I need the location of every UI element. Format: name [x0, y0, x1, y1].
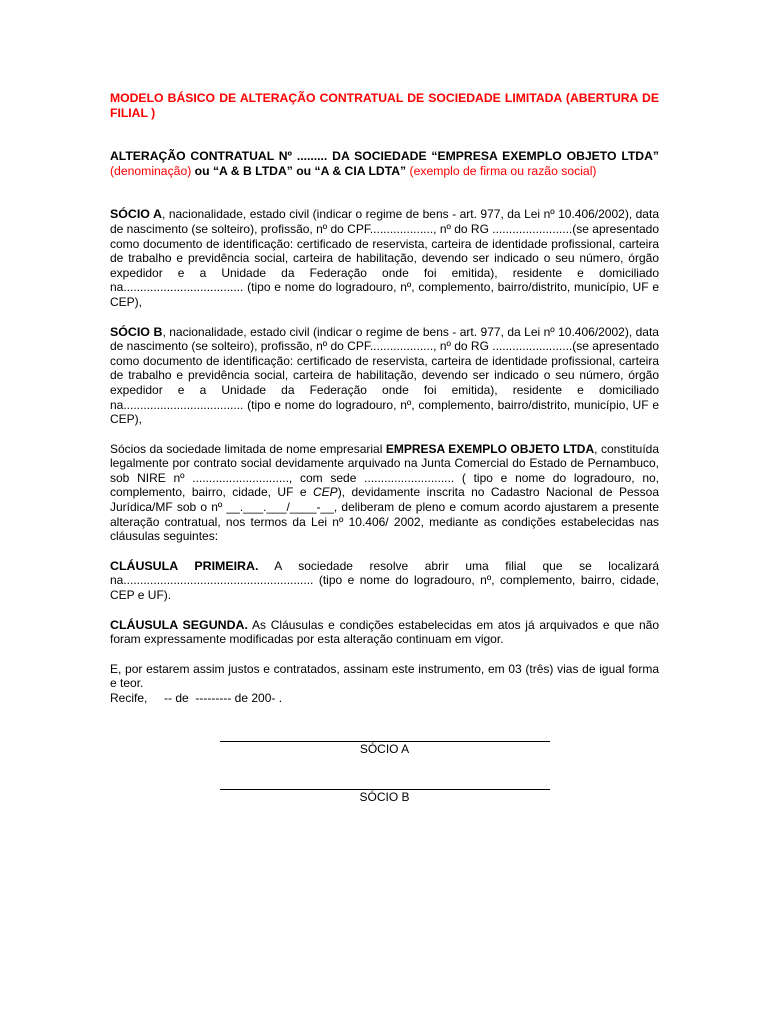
heading-note1: (denominação): [110, 163, 192, 178]
socios-paragraph: [110, 442, 659, 544]
clausula-primeira-label: CLÁUSULA PRIMEIRA.: [110, 558, 259, 573]
heading-note2: (exemplo de firma ou razão social): [406, 163, 597, 178]
socio-a-text: , nacionalidade, estado civil (indicar o regime de bens - art. 977, da Lei nº 10.406/2002), data de nascimento (se solteiro), profissão, nº do CPF..................., nº do RG ........................(se apresentado como documento de identificação: certificado de reservista, carteira de identidade profissional, carteira de trabalho e previdência social, carteira de habilitação, devendo ser indicado o seu número, órgão expedidor e a Unidade da Federação onde foi emitida), residente e domiciliado na.................................... (tipo e nome do logradouro, nº, complemento, bairro/distrito, município, UF e CEP),: [110, 207, 659, 309]
signature-line: [220, 776, 550, 790]
socios-text1: Sócios da sociedade limitada de nome empresarial: [110, 441, 386, 456]
clausula-primeira-text: A sociedade resolve abrir uma filial que se localizará na......................................................... (tipo e nome do logradouro, nº, complemento, bairro, cidade, CEP e UF).: [110, 558, 659, 603]
signature-label-b: SÓCIO B: [359, 790, 410, 805]
clausula-segunda-text: As Cláusulas e condições estabelecidas em atos já arquivados e que não foram expressamente modificadas por esta alteração continuam em vigor.: [110, 617, 660, 647]
company-name: EMPRESA EXEMPLO OBJETO LTDA: [385, 441, 595, 456]
heading-part2: ou “A & B LTDA” ou “A & CIA LDTA”: [191, 163, 407, 178]
cep-text: CEP: [313, 485, 338, 500]
socio-b-text: , nacionalidade, estado civil (indicar o regime de bens - art. 977, da Lei nº 10.406/2002), data de nascimento (se solteiro), profissão, nº do CPF..................., nº do RG ........................(se apresentado como documento de identificação: certificado de reservista, carteira de identidade profissional, carteira de trabalho e previdência social, carteira de habilitação, devendo ser indicado o seu número, órgão expedidor e a Unidade da Federação onde foi emitida), residente e domiciliado na.................................... (tipo e nome do logradouro, nº, complemento, bairro/distrito, município, UF e CEP),: [110, 324, 659, 427]
clausula-segunda-label: CLÁUSULA SEGUNDA.: [110, 617, 248, 632]
socios-text3: ), devidamente inscrita no Cadastro Nacional de Pessoa Jurídica/MF sob o nº __.___.___/____-__, deliberam de pleno e comum acordo ajustarem a presente alteração contratual, nos termos da Lei nº 10.406/ 2002, mediante as condições estabelecidas nas cláusulas seguintes:: [110, 485, 659, 544]
heading-part1: ALTERAÇÃO CONTRATUAL Nº ......... DA SOCIEDADE “EMPRESA EXEMPLO OBJETO LTDA”: [110, 149, 659, 164]
document-page: [110, 91, 659, 805]
clausula-segunda: [110, 618, 659, 647]
closing-text: E, por estarem assim justos e contratados, assinam este instrumento, em 03 (três) vias de igual forma e teor.: [110, 661, 659, 691]
signature-label-a: SÓCIO A: [359, 741, 410, 756]
signature-block-a: [110, 728, 659, 757]
document-title: MODELO BÁSICO DE ALTERAÇÃO CONTRATUAL DE SOCIEDADE LIMITADA (ABERTURA DE FILIAL ): [110, 91, 659, 120]
socio-b-label: SÓCIO B: [110, 324, 163, 339]
socios-text2: , constituída legalmente por contrato social devidamente arquivado na Junta Comercial do Estado de Pernambuco, sob NIRE nº ............................., com sede ........................... ( tipo e nome do logradouro, no, complemento, bairro, cidade, UF e: [110, 441, 659, 500]
signature-block-b: [110, 776, 659, 805]
clausula-primeira: [110, 559, 659, 603]
place-date: Recife, -- de --------- de 200- .: [110, 691, 283, 705]
contract-heading: [110, 149, 659, 178]
socio-a-paragraph: [110, 207, 659, 309]
socio-b-paragraph: [110, 325, 659, 427]
signature-line: [220, 728, 550, 742]
socio-a-label: SÓCIO A: [110, 207, 163, 222]
